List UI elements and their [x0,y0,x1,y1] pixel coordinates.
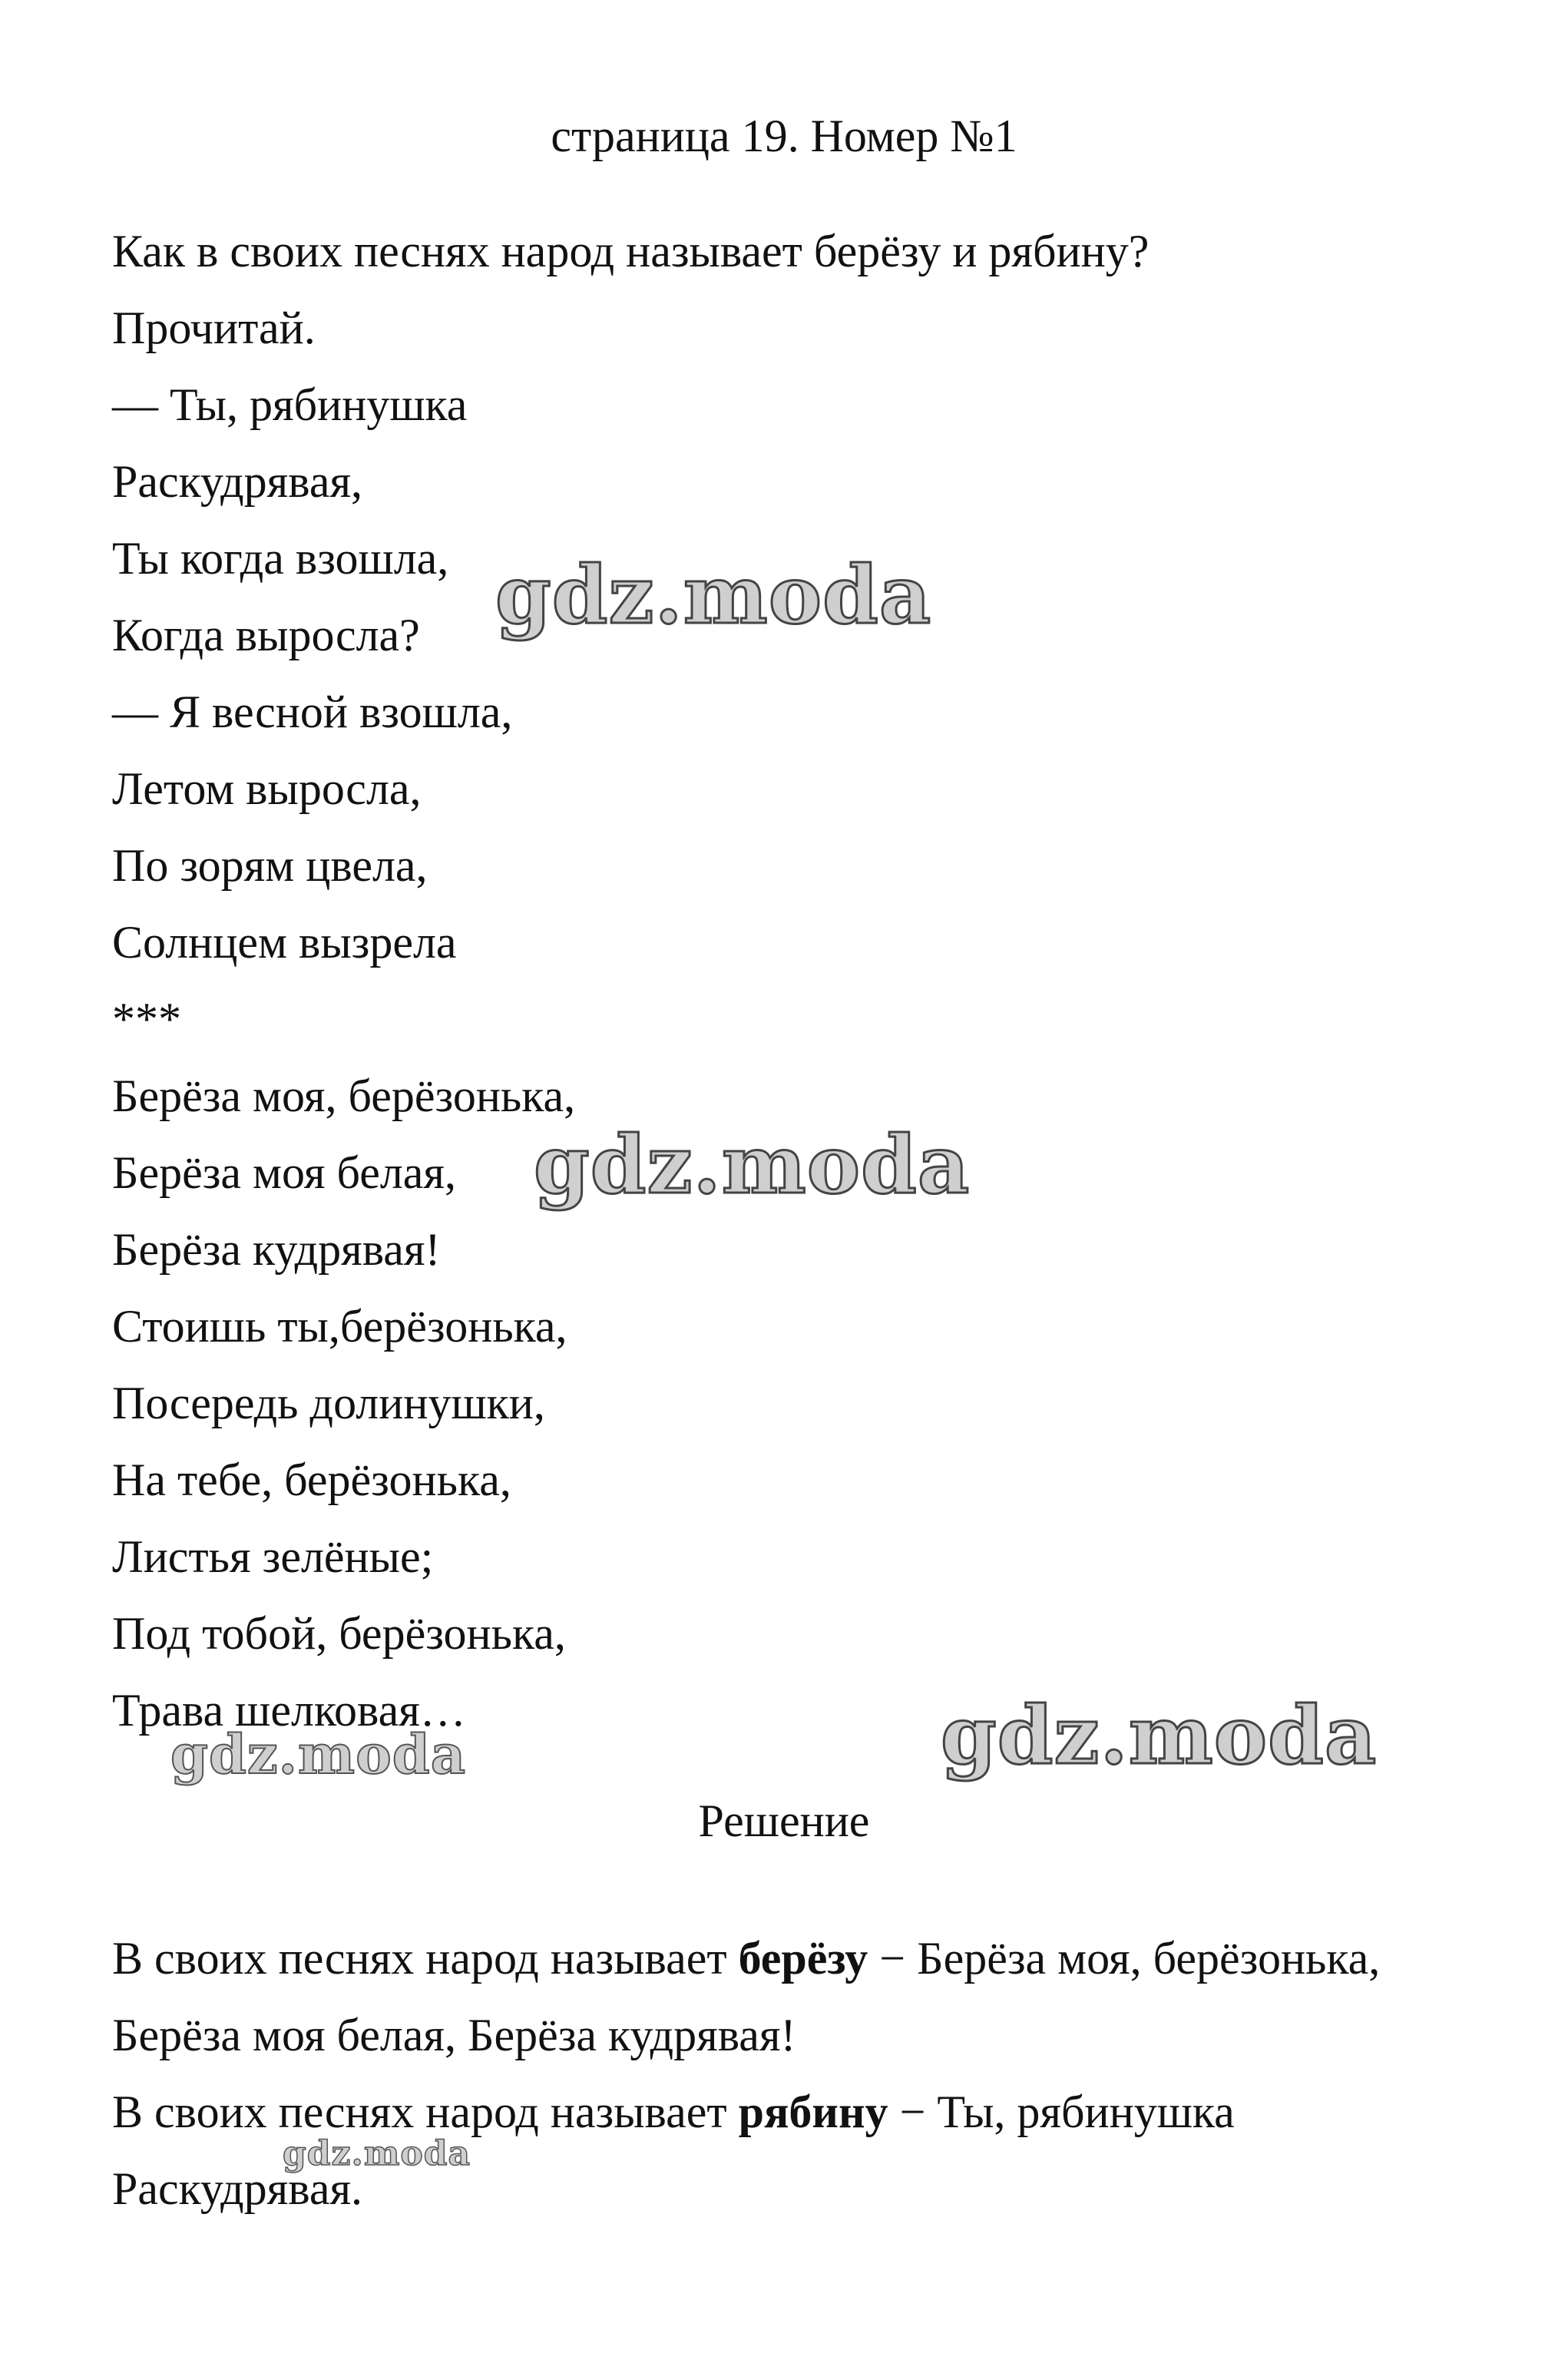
answer-text: − Берёза моя, берёзонька, Берёза моя белая, Берёза кудрявая! [112,1933,1381,2060]
solution-heading: Решение [698,1795,870,1846]
poem-separator: *** [112,994,181,1044]
poem-line: Ты когда взошла, [112,533,449,584]
task-question: Как в своих песнях народ называет берёзу и рябину? [112,226,1150,276]
poem-text [112,301,575,1760]
poem-line: Листья зелёные; [112,1531,434,1582]
poem-line: Солнцем вызрела [112,917,457,968]
answer-text: − Ты, рябинушка Раскудрявая. [112,2087,1235,2214]
poem-line: Под тобой, берёзонька, [112,1608,566,1659]
poem-line: — Я весной взошла, [112,687,513,737]
answer-text: В своих песнях народ называет [112,2087,739,2137]
poem-line: Летом выросла, [112,763,422,814]
poem-line: Берёза моя белая, [112,1147,457,1198]
answer-keyword: берёзу [738,1933,868,1984]
poem-line: Раскудрявая, [112,456,363,507]
page-title: страница 19. Номер №1 [551,111,1017,161]
answer-paragraph-birch [112,1920,1494,2073]
poem-line: Стоишь ты,берёзонька, [112,1301,567,1352]
watermark-logo: gdz.moda [495,548,932,642]
poem-line: Трава шелковая… [112,1685,466,1736]
poem-line: Прочитай. [112,303,316,353]
poem-line: На тебе, берёзонька, [112,1455,511,1505]
poem-line: По зорям цвела, [112,840,428,891]
answer-text: В своих песнях народ называет [112,1933,739,1984]
watermark-logo: gdz.moda [170,1723,467,1786]
poem-line: Посередь долинушки, [112,1378,545,1428]
poem-line: Берёза кудрявая! [112,1224,441,1275]
poem-line: Когда выросла? [112,610,420,660]
watermark-logo: gdz.moda [941,1688,1378,1782]
watermark-logo: gdz.moda [283,2134,471,2173]
watermark-logo: gdz.moda [534,1117,971,1212]
answer-keyword: рябину [738,2087,888,2137]
poem-line: — Ты, рябинушка [112,379,468,430]
poem-line: Берёза моя, берёзонька, [112,1071,576,1121]
